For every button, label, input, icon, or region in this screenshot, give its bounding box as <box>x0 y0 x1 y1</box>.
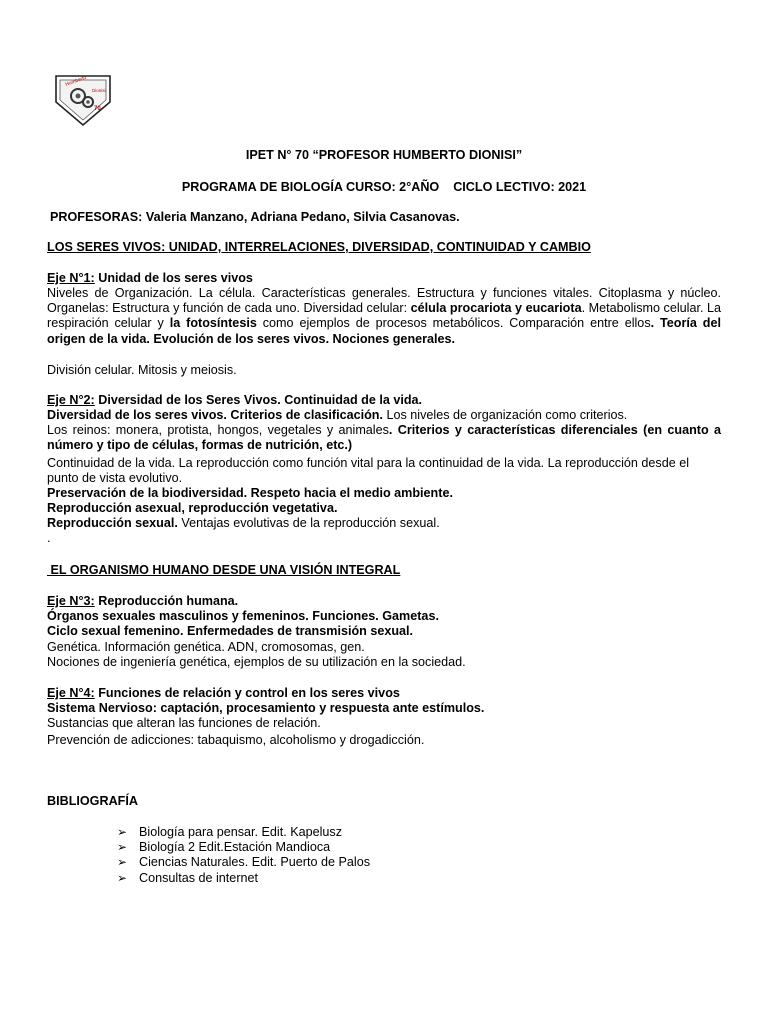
eje4-title: Funciones de relación y control en los seres vivos <box>94 686 400 700</box>
eje4-line1: Sistema Nervioso: captación, procesamiento y respuesta ante estímulos. <box>47 701 485 715</box>
arrow-bullet-icon: ➢ <box>117 825 128 839</box>
unit1-title: LOS SERES VIVOS: UNIDAD, INTERRELACIONES, DIVERSIDAD, CONTINUIDAD Y CAMBIO <box>47 240 591 254</box>
program-title: PROGRAMA DE BIOLOGÍA CURSO: 2°AÑO CICLO LECTIVO: 2021 <box>181 180 587 194</box>
eje3-line4: Nociones de ingeniería genética, ejemplos de su utilización en la sociedad. <box>47 655 466 669</box>
eje2-title: Diversidad de los Seres Vivos. Continuidad de la vida. <box>94 393 423 407</box>
eje3-label: Eje N°3: <box>47 594 95 608</box>
eje2-dot: . <box>47 531 51 545</box>
eje4-line2: Sustancias que alteran las funciones de relación. <box>47 716 321 730</box>
logo-text-mid: Dionisi <box>92 88 106 93</box>
eje3-line1: Órganos sexuales masculinos y femeninos. Funciones. Gametas. <box>47 609 439 623</box>
bibliography-item: ➢ Biología para pensar. Edit. Kapelusz <box>117 825 343 839</box>
arrow-bullet-icon: ➢ <box>117 870 128 885</box>
eje3-line2: Ciclo sexual femenino. Enfermedades de transmisión sexual. <box>47 624 414 638</box>
eje4-heading <box>47 686 721 701</box>
eje2-line4: Preservación de la biodiversidad. Respeto hacia el medio ambiente. <box>47 486 453 500</box>
arrow-bullet-icon: ➢ <box>117 840 128 855</box>
eje2-heading <box>47 393 721 408</box>
eje1-paragraph: Niveles de Organización. La célula. Características generales. Estructura y funciones vitales. Citoplasma y núcleo. Organelas: Estructura y función de cada uno. Diversidad celular: célula procariota y eucariota. Metabolismo celular. La respiración celular y la fotosíntesis como ejemplos de procesos metabólicos. Comparación entre ellos. Teoría del origen de la vida. Evolución de los seres vivos. Nociones generales. <box>47 286 721 346</box>
teachers-line: PROFESORAS: Valeria Manzano, Adriana Pedano, Silvia Casanovas. <box>50 210 460 224</box>
unit2-title: EL ORGANISMO HUMANO DESDE UNA VISIÓN INTEGRAL <box>47 563 401 577</box>
school-logo <box>52 72 114 128</box>
bibliography-item: ➢ Ciencias Naturales. Edit. Puerto de Palos <box>117 855 371 870</box>
eje1-division: División celular. Mitosis y meiosis. <box>47 363 237 377</box>
eje3-title: Reproducción humana. <box>94 594 239 608</box>
bibliography-item: ➢ Consultas de internet <box>117 870 259 885</box>
logo-number: 70 <box>94 106 101 112</box>
eje1-title: Unidad de los seres vivos <box>94 271 253 285</box>
logo-text-top: Humberto <box>64 74 88 88</box>
eje3-heading <box>47 594 721 609</box>
bibliography-item: ➢ Biología 2 Edit.Estación Mandioca <box>117 840 331 855</box>
eje3-line3: Genética. Información genética. ADN, cromosomas, gen. <box>47 640 365 654</box>
eje2-line2: Los reinos: monera, protista, hongos, vegetales y animales. Criterios y características diferenciales (en cuanto a número y tipo de células, formas de nutrición, etc.) <box>47 423 721 453</box>
eje4-label: Eje N°4: <box>47 686 95 700</box>
eje2-label: Eje N°2: <box>47 393 95 407</box>
school-title: IPET N° 70 “PROFESOR HUMBERTO DIONISI” <box>245 148 523 162</box>
eje4-line3: Prevención de adicciones: tabaquismo, alcoholismo y drogadicción. <box>47 733 425 747</box>
bibliography-list <box>117 825 370 886</box>
eje1-heading <box>47 271 721 286</box>
bibliography-title: BIBLIOGRAFÍA <box>47 794 138 808</box>
eje2-line3: Continuidad de la vida. La reproducción como función vital para la continuidad de la vida. La reproducción desde el punto de vista evolutivo. <box>47 456 689 486</box>
arrow-bullet-icon: ➢ <box>117 855 128 870</box>
eje2-line6: Reproducción sexual. Ventajas evolutivas de la reproducción sexual. <box>47 516 440 530</box>
eje1-label: Eje N°1: <box>47 271 95 285</box>
eje2-line1: Diversidad de los seres vivos. Criterios de clasificación. Los niveles de organización como criterios. <box>47 408 628 422</box>
eje2-line5: Reproducción asexual, reproducción vegetativa. <box>47 501 338 515</box>
